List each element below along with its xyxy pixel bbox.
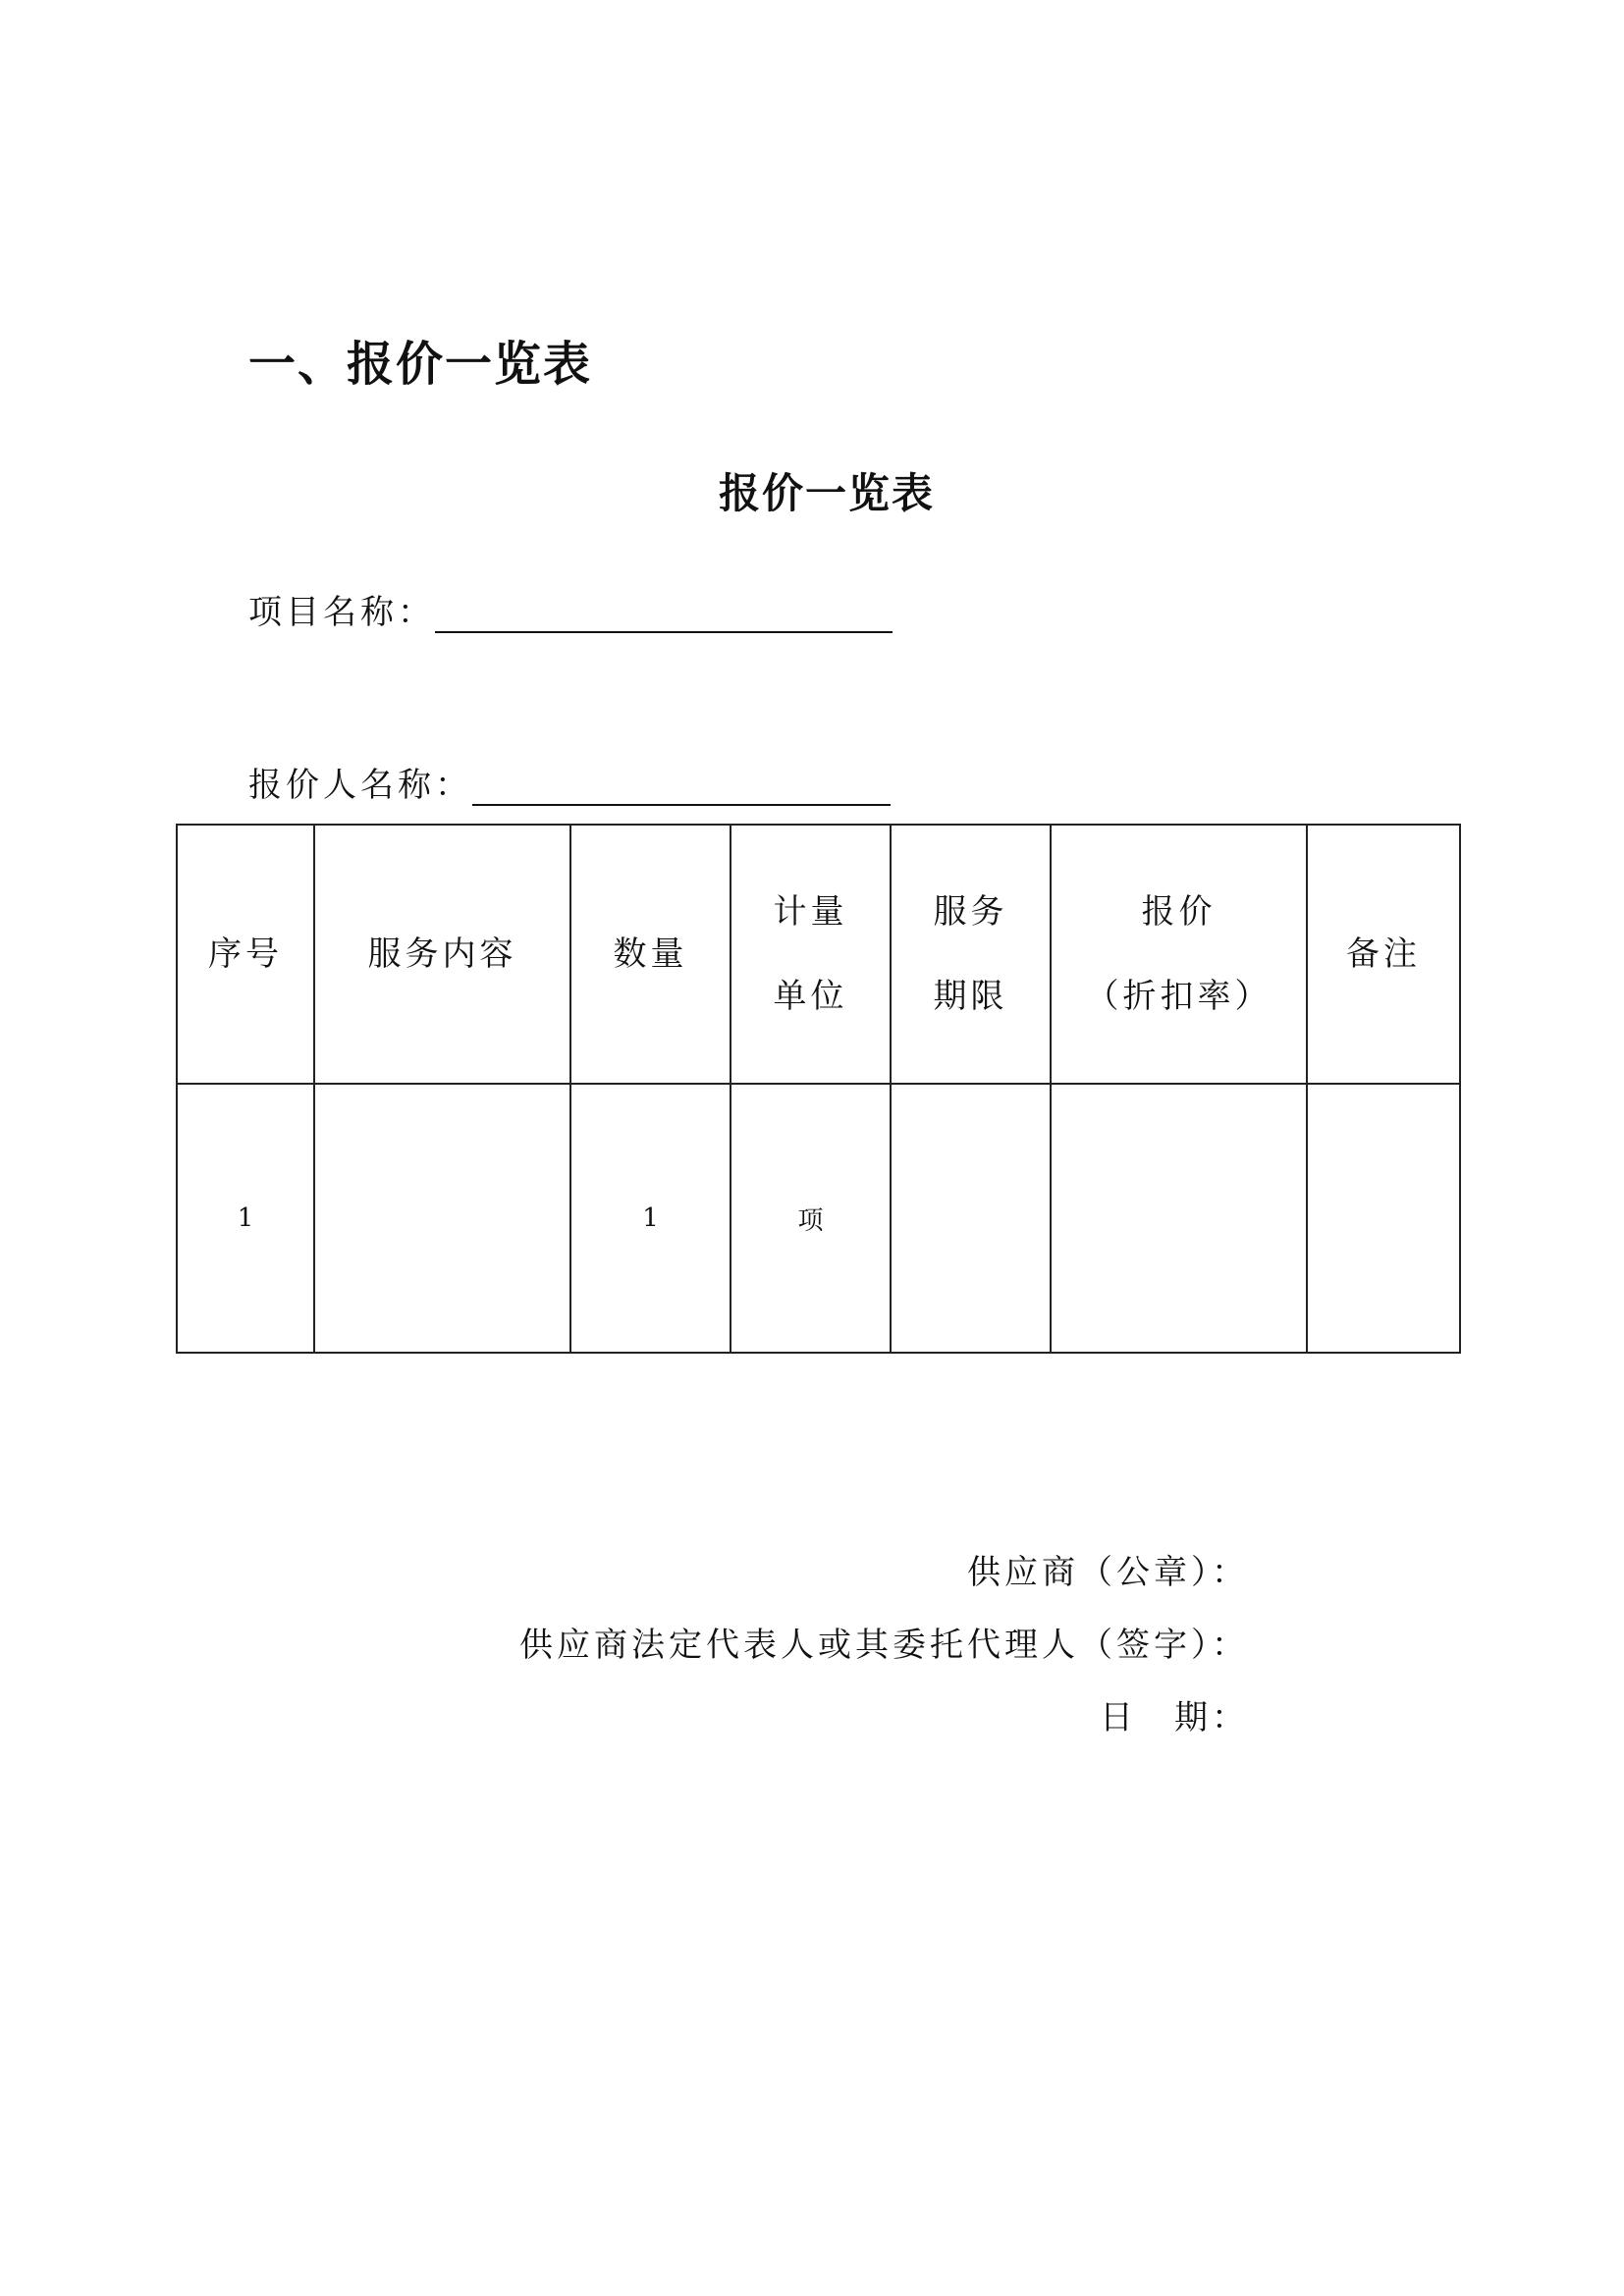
header-quantity: 数量 bbox=[570, 825, 731, 1084]
date-label: 日 期： bbox=[1100, 1698, 1249, 1737]
section-heading: 一、报价一览表 bbox=[248, 337, 593, 392]
table-header-row bbox=[177, 825, 1460, 1084]
representative-signature-label: 供应商法定代表人或其委托代理人（签字）： bbox=[519, 1626, 1249, 1665]
cell-unit: 项 bbox=[731, 1084, 891, 1353]
header-service-period: 服务 期限 bbox=[891, 825, 1051, 1084]
header-price: 报价 （折扣率） bbox=[1051, 825, 1307, 1084]
header-unit: 计量 单位 bbox=[731, 825, 891, 1084]
signature-block bbox=[519, 1536, 1249, 1754]
project-name-blank-line[interactable] bbox=[435, 592, 893, 633]
quoter-name-label: 报价人名称： bbox=[248, 766, 472, 805]
header-service-content: 服务内容 bbox=[314, 825, 570, 1084]
quoter-name-blank-line[interactable] bbox=[472, 765, 891, 806]
table-row bbox=[177, 1084, 1460, 1353]
cell-quantity: 1 bbox=[570, 1084, 731, 1353]
supplier-seal-label: 供应商（公章）： bbox=[967, 1553, 1249, 1592]
cell-service-content[interactable] bbox=[314, 1084, 570, 1353]
cell-index: 1 bbox=[177, 1084, 314, 1353]
quoter-name-field bbox=[248, 758, 891, 806]
project-name-field bbox=[248, 585, 893, 633]
cell-service-period[interactable] bbox=[891, 1084, 1051, 1353]
header-index: 序号 bbox=[177, 825, 314, 1084]
project-name-label: 项目名称： bbox=[248, 593, 435, 632]
header-remarks: 备注 bbox=[1307, 825, 1460, 1084]
document-title: 报价一览表 bbox=[718, 469, 935, 517]
cell-remarks[interactable] bbox=[1307, 1084, 1460, 1353]
cell-price[interactable] bbox=[1051, 1084, 1307, 1353]
quote-table bbox=[176, 824, 1461, 1354]
